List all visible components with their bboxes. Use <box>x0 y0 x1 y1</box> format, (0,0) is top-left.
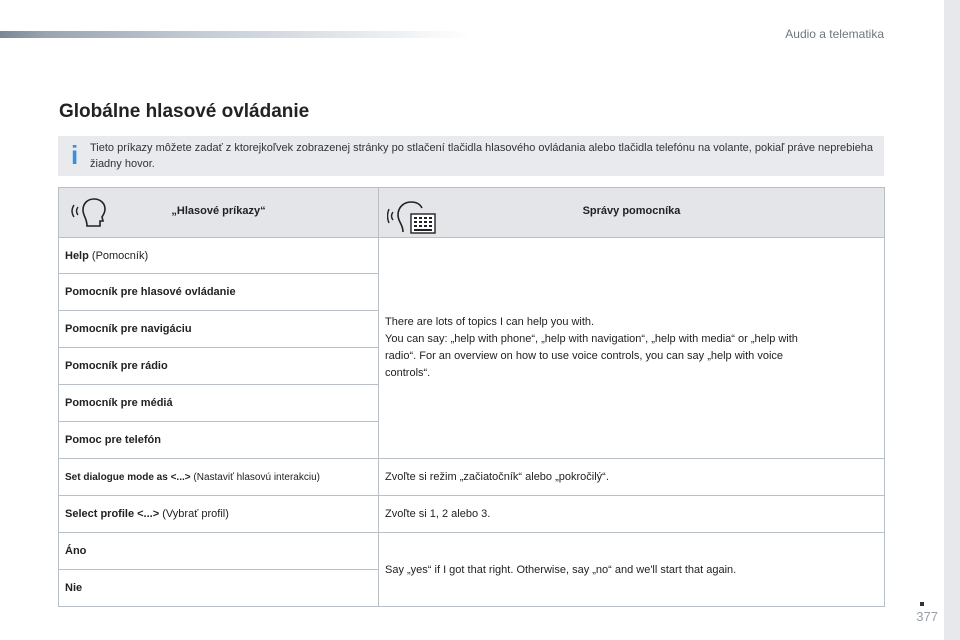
table-row <box>59 533 885 570</box>
message-cell: Zvoľte si režim „začiatočník“ alebo „pokročilý“. <box>379 459 885 496</box>
command-cell: Help (Pomocník) <box>59 238 379 274</box>
header-cell-commands <box>59 188 379 238</box>
header-commands-label: „Hlasové príkazy“ <box>171 205 266 217</box>
command-cell: Select profile <...> (Vybrať profil) <box>59 496 379 533</box>
table-row <box>59 238 885 274</box>
page-title: Globálne hlasové ovládanie <box>59 101 310 122</box>
table-row <box>59 459 885 496</box>
yesno-message-cell: Say „yes“ if I got that right. Otherwise, say „no“ and we'll start that again. <box>379 533 885 607</box>
info-text: Tieto príkazy môžete zadať z ktorejkoľvek zobrazenej stránky po stlačení tlačidla hlasového ovládania alebo tlačidla telefónu na volante, pokiaľ práve neprebieha žiadny hovor. <box>90 142 874 170</box>
command-cell: Nie <box>59 570 379 607</box>
header-messages-label: Správy pomocníka <box>582 205 681 217</box>
header-gradient-bar <box>0 31 470 38</box>
info-box <box>58 136 884 176</box>
command-cell: Set dialogue mode as <...> (Nastaviť hlasovú interakciu) <box>59 459 379 496</box>
page-number: 377 <box>916 609 938 624</box>
voice-commands-table <box>58 187 885 607</box>
section-title: Audio a telematika <box>785 27 884 41</box>
command-cell: Pomocník pre médiá <box>59 385 379 422</box>
page-edge-strip <box>944 0 960 640</box>
table-row <box>59 496 885 533</box>
command-cell: Pomocník pre rádio <box>59 348 379 385</box>
help-message-line: radio“. For an overview on how to use voice controls, you can say „help with voice <box>385 350 784 362</box>
command-cell: Pomocník pre navigáciu <box>59 311 379 348</box>
help-message-line: controls“. <box>385 367 431 379</box>
page-marker <box>920 602 924 606</box>
header-cell-messages <box>379 188 885 238</box>
message-cell: Zvoľte si 1, 2 alebo 3. <box>379 496 885 533</box>
command-cell: Pomoc pre telefón <box>59 422 379 459</box>
command-cell: Pomocník pre hlasové ovládanie <box>59 274 379 311</box>
command-cell: Áno <box>59 533 379 570</box>
table-header-row <box>59 188 885 238</box>
help-message-line: You can say: „help with phone“, „help with navigation“, „help with media“ or „help with <box>385 333 798 345</box>
help-message-line: There are lots of topics I can help you with. <box>385 316 595 328</box>
info-icon: i <box>71 140 79 170</box>
help-message-cell <box>379 238 885 459</box>
